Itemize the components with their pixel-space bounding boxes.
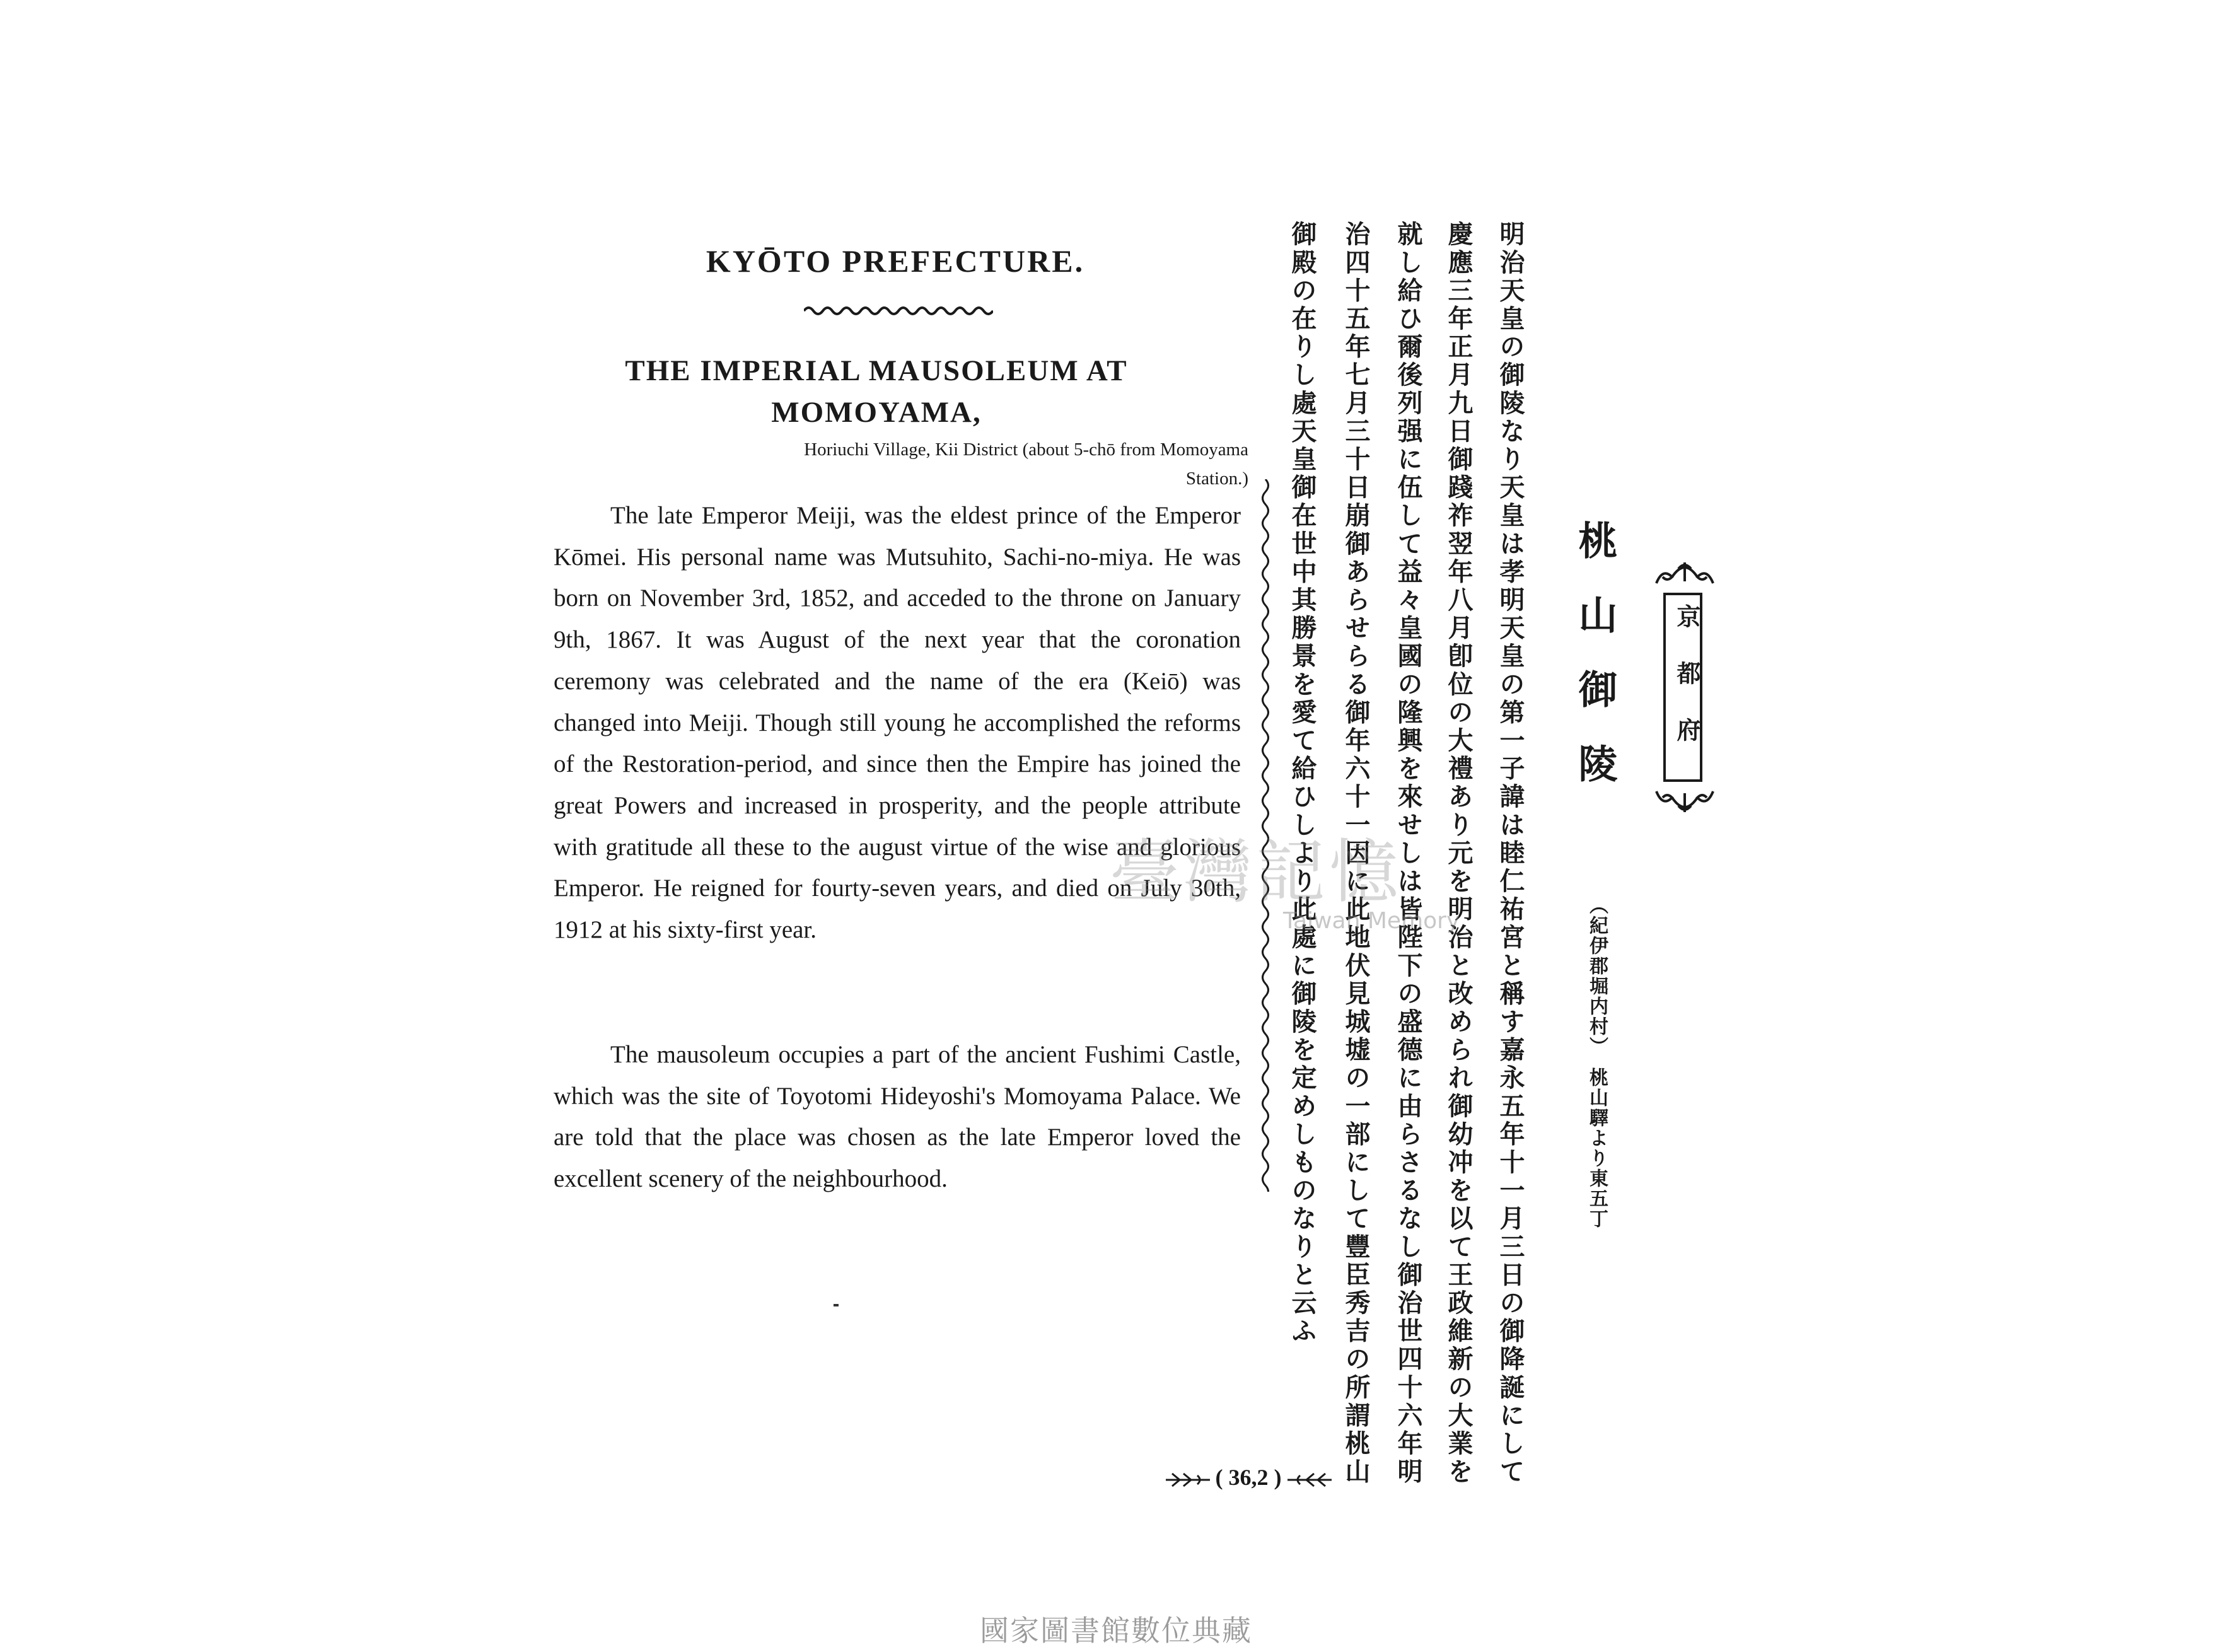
scroll-ornament-icon — [1650, 782, 1719, 820]
watermark-stamp: 臺灣記憶 — [1110, 832, 1402, 912]
badge-text: 京都府 — [1673, 604, 1701, 774]
left-flourish-icon — [1166, 1470, 1210, 1489]
right-flourish-icon — [1287, 1470, 1332, 1489]
prefecture-heading: KYŌTO PREFECTURE. — [706, 243, 1085, 279]
page-number-value: 36,2 — [1228, 1465, 1269, 1490]
article-title: THE IMPERIAL MAUSOLEUM AT MOMOYAMA, — [625, 354, 1128, 429]
prefecture-badge — [1650, 555, 1719, 820]
paragraph-1: The late Emperor Meiji, was the eldest prince of the Emperor Kōmei. His personal name was Mutsuhito, Sachi-no-miya. He was born on November 3rd, 1852, and acceded to the throne on January 9th, 1867. It was August of the next year that the coronation ceremony was celebrated and the name of the era (Keiō) was changed into Meiji. Though still young he accomplished the reforms of the Restoration-period, and since then the Empire has joined the great Powers and increased in prosperity, and the people attribute with gratitude all these to the august virtue of the wise and glorious Emperor. He reigned for fourty-seven years, and died on July 30th, 1912 at his sixty-first year. — [554, 502, 1241, 944]
location-note: Horiuchi Village, Kii District (about 5-chō from Momoyama Station.) — [804, 439, 1248, 489]
japanese-text-column: 就し給ひ爾後列强に伍して益々皇國の隆興を來せしは皆陛下の盛德に由らさるなし御治世四十六年明 — [1393, 221, 1423, 1486]
japanese-title: 桃山御陵 — [1572, 520, 1618, 818]
badge-frame — [1663, 593, 1702, 782]
japanese-text-column: 明治天皇の御陵なり天皇は孝明天皇の第一子諱は睦仁祐宮と稱す嘉永五年十一月三日の御降誕にして — [1496, 221, 1525, 1486]
japanese-text-column: 慶應三年正月九日御踐祚翌年八月卽位の大禮あり元を明治と改められ御幼冲を以て王政維新の大業を — [1444, 221, 1473, 1486]
print-speck — [834, 1304, 839, 1306]
wavy-rule-divider — [804, 301, 993, 320]
page-number: ( 36,2 ) — [1148, 1464, 1349, 1491]
watermark-text: Taiwan Memory — [1283, 908, 1460, 934]
scroll-ornament-icon — [1650, 555, 1719, 593]
japanese-text-column: 治四十五年七月三十日崩御あらせらる御年六十一因に此地伏見城墟の一部にして豐臣秀吉の所謂桃山 — [1341, 221, 1371, 1486]
japanese-location-note: （紀伊郡堀内村） 桃山驛より東五丁 — [1586, 895, 1608, 1229]
japanese-text-column: 御殿の在りし處天皇御在世中其勝景を愛て給ひしより此處に御陵を定めしものなりと云ふ — [1287, 221, 1317, 1346]
paragraph-2: The mausoleum occupies a part of the ancient Fushimi Castle, which was the site of Toyotomi Hideyoshi's Momoyama Palace. We are told that the place was chosen as the late Emperor loved the excellent scenery of the neighbourhood. — [554, 1041, 1241, 1193]
archive-footer: 國家圖書館數位典藏 — [980, 1614, 1252, 1648]
